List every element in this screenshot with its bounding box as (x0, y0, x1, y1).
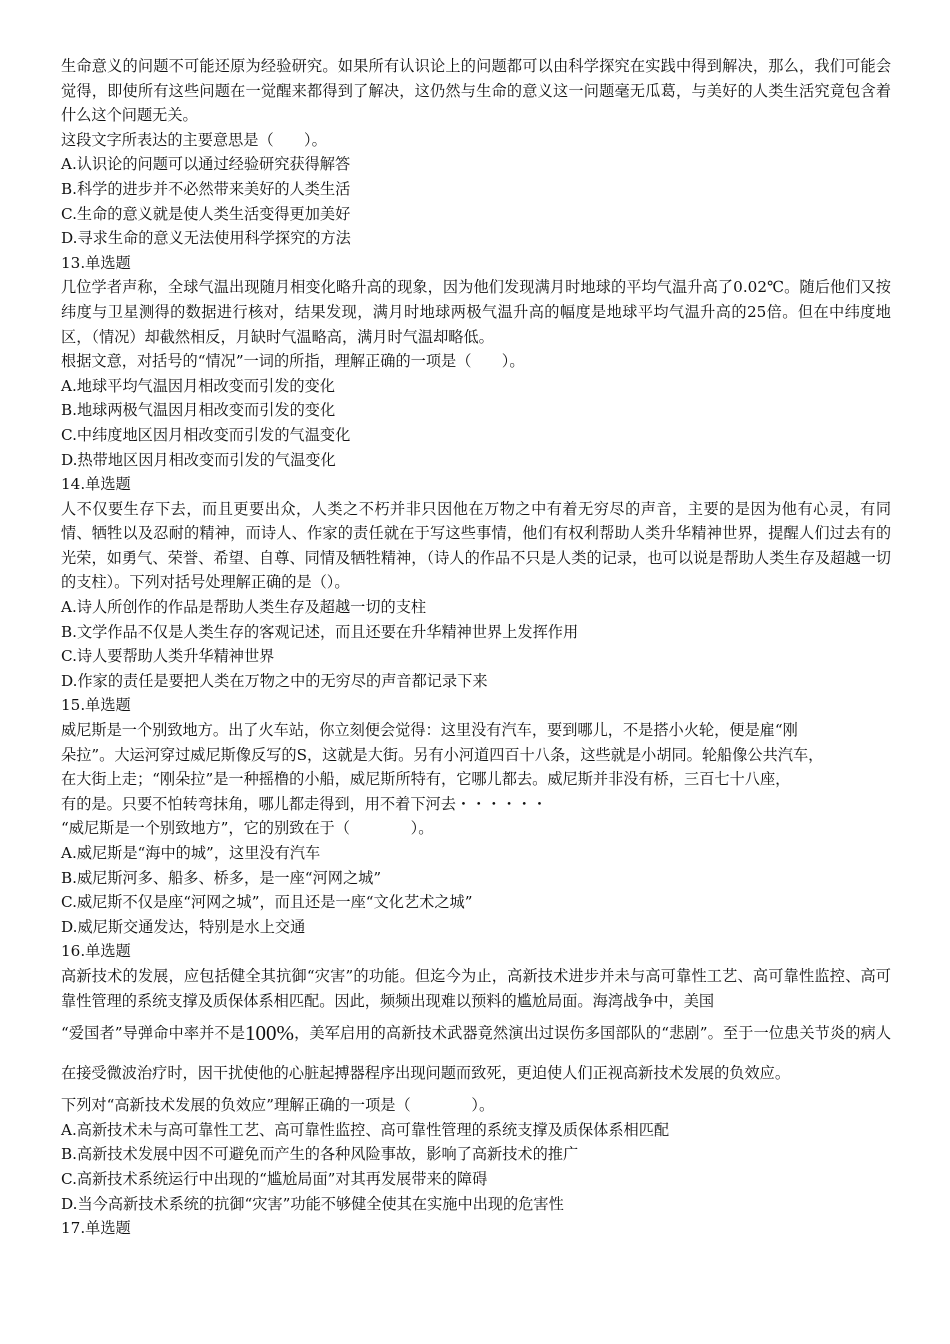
q12-option-b: B.科学的进步并不必然带来美好的人类生活 (61, 179, 351, 198)
q13-number: 13.单选题 (61, 253, 131, 272)
q16-option-c: C.高新技术系统运行中出现的“尴尬局面”对其再发展带来的障碍 (61, 1169, 488, 1188)
q15-option-b: B.威尼斯河多、船多、桥多，是一座“河网之城” (61, 868, 382, 887)
q13-option-c: C.中纬度地区因月相改变而引发的气温变化 (61, 425, 351, 444)
q14-option-b: B.文学作品不仅是人类生存的客观记述，而且还要在升华精神世界上发挥作用 (61, 622, 579, 641)
q13-option-b: B.地球两极气温因月相改变而引发的变化 (61, 401, 336, 420)
q16-passage-part-b (61, 1013, 891, 1093)
q16-passage-part-a: 高新技术的发展，应包括健全其抗御“灾害”的功能。但迄今为止，高新技术进步并未与高可靠性工艺、高可靠性监控、高可靠性管理的系统支撑及质保体系相匹配。因此，频频出现难以预料的尴尬局面。海湾战争中，美国 (61, 966, 891, 1010)
q15-passage-line-1: 威尼斯是一个别致地方。出了火车站，你立刻便会觉得：这里没有汽车，要到哪儿，不是搭小火轮，便是雇“刚 (61, 721, 798, 740)
q16-passage-lead: “爱国者”导弹命中率并不是 (61, 1024, 246, 1043)
q15-question: “威尼斯是一个别致地方”，它的别致在于（ ）。 (61, 819, 434, 838)
q16-question: 下列对“高新技术发展的负效应”理解正确的一项是（ ）。 (61, 1096, 495, 1115)
q16-percent: 100% (245, 1021, 295, 1046)
q16-option-b: B.高新技术发展中因不可避免而产生的各种风险事故，影响了高新技术的推广 (61, 1145, 579, 1164)
q16-option-a: A.高新技术未与高可靠性工艺、高可靠性监控、高可靠性管理的系统支撑及质保体系相匹配 (61, 1120, 670, 1139)
q15-option-a: A.威尼斯是“海中的城”，这里没有汽车 (61, 844, 321, 862)
q15-passage-line-2: 朵拉”。大运河穿过威尼斯像反写的S，这就是大街。另有小河道四百十八条，这些就是小胡同。轮船像公共汽车， (61, 745, 824, 764)
q16-option-d: D.当今高新技术系统的抗御“灾害”功能不够健全使其在实施中出现的危害性 (61, 1194, 564, 1213)
q13-option-d: D.热带地区因月相改变而引发的气温变化 (61, 450, 336, 469)
q15-option-d: D.威尼斯交通发达，特别是水上交通 (61, 917, 306, 936)
q12-option-d: D.寻求生命的意义无法使用科学探究的方法 (61, 229, 351, 248)
q14-number: 14.单选题 (61, 475, 131, 494)
q12-question: 这段文字所表达的主要意思是（ ）。 (61, 130, 327, 149)
q12-option-c: C.生命的意义就是使人类生活变得更加美好 (61, 204, 351, 223)
q13-question: 根据文意，对括号的“情况”一词的所指，理解正确的一项是（ ）。 (61, 352, 525, 371)
q16-number: 16.单选题 (61, 942, 131, 961)
q13-option-a: A.地球平均气温因月相改变而引发的变化 (61, 376, 335, 395)
q17-number: 17.单选题 (61, 1219, 131, 1238)
q14-option-d: D.作家的责任是要把人类在万物之中的无穷尽的声音都记录下来 (61, 671, 488, 690)
q14-option-c: C.诗人要帮助人类升华精神世界 (61, 647, 275, 666)
q12-option-a: A.认识论的问题可以通过经验研究获得解答 (61, 155, 351, 174)
q15-passage-line-4: 有的是。只要不怕转弯抹角，哪儿都走得到，用不着下河去・・・・・・ (61, 794, 547, 813)
q14-passage: 人不仅要生存下去，而且更要出众，人类之不朽并非只因他在万物之中有着无穷尽的声音，主要的是因为他有心灵，有同情、牺牲以及忍耐的精神，而诗人、作家的责任就在于写这些事情，他们有权利帮助人类升华精神世界，提醒人们过去有的光荣，如勇气、荣誉、希望、自尊、同情及牺牲精神，（诗人的作品不只是人类的记录，也可以说是帮助人类生存及超越一切的支柱）。下列对括号处理解正确的是（）。 (61, 499, 891, 592)
q16-passage-tail: ，美军启用的高新技术武器竟然演出过误伤多国部队的“悲剧”。至于一位患关节炎的病人在接受微波治疗时，因干扰使他的心脏起搏器程序出现问题而致死，更迫使人们正视高新技术发展的负效应。 (61, 1024, 892, 1083)
q15-number: 15.单选题 (61, 696, 131, 715)
q15-option-c: C.威尼斯不仅是座“河网之城”，而且还是一座“文化艺术之城” (61, 893, 473, 912)
q13-passage: 几位学者声称，全球气温出现随月相变化略升高的现象，因为他们发现满月时地球的平均气温升高了0.02℃。随后他们又按纬度与卫星测得的数据进行核对，结果发现，满月时地球两极气温升高的幅度是地球平均气温升高的25倍。但在中纬度地区，（情况）却截然相反，月缺时气温略高，满月时气温却略低。 (61, 278, 891, 346)
q14-option-a: A.诗人所创作的作品是帮助人类生存及超越一切的支柱 (61, 598, 427, 617)
q15-passage-line-3: 在大街上走；“刚朵拉”是一种摇橹的小船，威尼斯所特有，它哪儿都去。威尼斯并非没有桥，三百七十八座， (61, 770, 791, 789)
q12-passage: 生命意义的问题不可能还原为经验研究。如果所有认识论上的问题都可以由科学探究在实践中得到解决，那么，我们可能会觉得，即使所有这些问题在一觉醒来都得到了解决，这仍然与生命的意义这一问题毫无瓜葛，与美好的人类生活究竟包含着什么这个问题无关。 (61, 57, 891, 125)
document-page (61, 54, 891, 1241)
